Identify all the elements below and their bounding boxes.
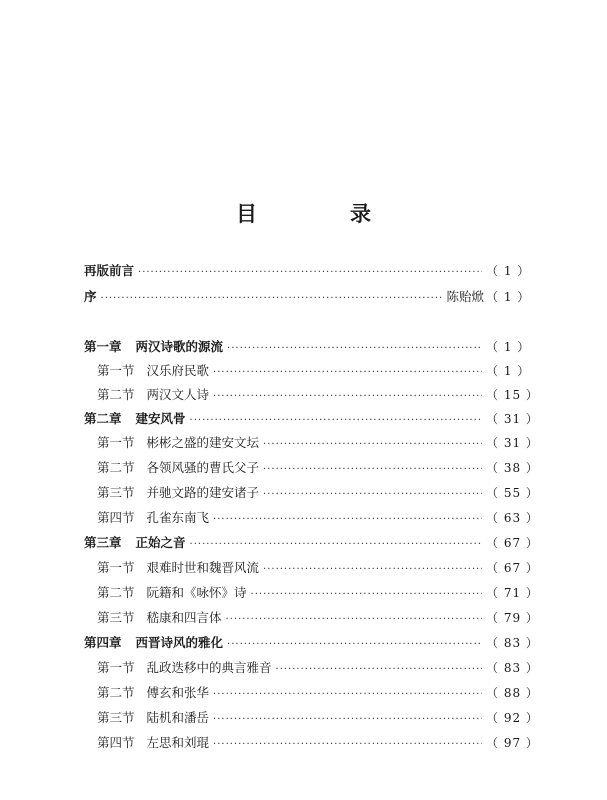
toc-section[interactable] (84, 732, 539, 754)
page-number: （ 67 ） (486, 561, 539, 575)
chapter-label: 第一章 (84, 339, 122, 354)
dot-leader (138, 262, 482, 284)
page-number: （ 67 ） (486, 536, 539, 550)
toc-section[interactable] (84, 384, 539, 406)
chapter-label: 第三章 (84, 535, 122, 550)
page-number: （ 1 ） (486, 264, 531, 278)
dot-leader (226, 609, 482, 631)
section-label: 第一节 (97, 363, 135, 378)
dot-leader (213, 709, 482, 731)
section-title: 彬彬之盛的建安文坛 (146, 435, 260, 450)
toc-chapter-1[interactable] (84, 336, 531, 358)
dot-leader (101, 288, 443, 310)
dot-leader (213, 684, 482, 706)
page-title: 目 录 (236, 202, 407, 226)
section-title: 孔雀东南飞 (146, 510, 210, 525)
page-number: （ 38 ） (486, 461, 539, 475)
section-label: 第四节 (97, 735, 135, 750)
toc-section[interactable] (84, 457, 539, 479)
toc-section[interactable] (84, 482, 539, 504)
toc-chapter-2[interactable] (84, 408, 539, 430)
section-label: 第四节 (97, 510, 135, 525)
chapter-label: 第四章 (84, 635, 122, 650)
toc-chapter-4[interactable] (84, 632, 539, 654)
dot-leader (213, 734, 482, 756)
dot-leader (263, 484, 482, 506)
section-label: 第三节 (97, 610, 135, 625)
dot-leader (251, 584, 482, 606)
dot-leader (227, 634, 482, 656)
chapter-label: 第二章 (84, 411, 122, 426)
section-label: 第一节 (97, 435, 135, 450)
page-number: （ 88 ） (486, 686, 539, 700)
entry-label: 再版前言 (84, 263, 135, 278)
section-title: 艰难时世和魏晋风流 (146, 560, 260, 575)
dot-leader (263, 434, 482, 456)
chapter-title: 建安风骨 (135, 411, 186, 426)
dot-leader (263, 459, 482, 481)
section-title: 阮籍和《咏怀》诗 (146, 585, 247, 600)
toc-entry-preface[interactable] (84, 260, 531, 282)
section-label: 第二节 (97, 460, 135, 475)
dot-leader (263, 559, 482, 581)
section-title: 汉乐府民歌 (146, 363, 210, 378)
section-title: 各领风骚的曹氏父子 (146, 460, 260, 475)
entry-label: 序 (84, 289, 97, 304)
chapter-title: 正始之音 (135, 535, 186, 550)
section-title: 左思和刘琨 (146, 735, 210, 750)
chapter-title: 西晋诗风的雅化 (135, 635, 224, 650)
section-title: 两汉文人诗 (146, 387, 210, 402)
section-label: 第三节 (97, 485, 135, 500)
section-title: 傅玄和张华 (146, 685, 210, 700)
dot-leader (213, 509, 482, 531)
chapter-title: 两汉诗歌的源流 (135, 339, 224, 354)
section-title: 并驰文路的建安诸子 (146, 485, 260, 500)
section-label: 第一节 (97, 660, 135, 675)
page-number: （ 71 ） (486, 586, 539, 600)
page-number: （ 83 ） (486, 636, 539, 650)
toc-section[interactable] (84, 557, 539, 579)
section-label: 第二节 (97, 387, 135, 402)
toc-section[interactable] (84, 507, 539, 529)
toc-chapter-3[interactable] (84, 532, 539, 554)
section-label: 第一节 (97, 560, 135, 575)
toc-section[interactable] (84, 582, 539, 604)
page-number: （ 31 ） (486, 412, 539, 426)
toc-section[interactable] (84, 360, 531, 382)
toc-section[interactable] (84, 657, 539, 679)
page-number: （ 79 ） (486, 611, 539, 625)
section-label: 第二节 (97, 685, 135, 700)
entry-author: 陈贻焮 (446, 289, 484, 304)
page-number: （ 55 ） (486, 486, 539, 500)
toc-entry-foreword[interactable] (84, 286, 531, 308)
section-title: 乱政迭移中的典言雅音 (146, 660, 272, 675)
dot-leader (227, 338, 482, 360)
page-number: （ 92 ） (486, 711, 539, 725)
page-number: （ 15 ） (486, 388, 539, 402)
section-label: 第二节 (97, 585, 135, 600)
dot-leader (190, 534, 482, 556)
page-number: （ 83 ） (486, 661, 539, 675)
page-number: （ 1 ） (486, 290, 531, 304)
section-title: 陆机和潘岳 (146, 710, 210, 725)
page-number: （ 31 ） (486, 436, 539, 450)
dot-leader (213, 362, 482, 384)
dot-leader (190, 410, 482, 432)
toc-section[interactable] (84, 707, 539, 729)
section-label: 第三节 (97, 710, 135, 725)
page-number: （ 1 ） (486, 364, 531, 378)
section-title: 嵇康和四言体 (146, 610, 222, 625)
page-number: （ 63 ） (486, 511, 539, 525)
toc-section[interactable] (84, 682, 539, 704)
toc-section[interactable] (84, 432, 539, 454)
page-number: （ 1 ） (486, 340, 531, 354)
dot-leader (213, 386, 482, 408)
dot-leader (276, 659, 482, 681)
toc-section[interactable] (84, 607, 539, 629)
page-number: （ 97 ） (486, 736, 539, 750)
